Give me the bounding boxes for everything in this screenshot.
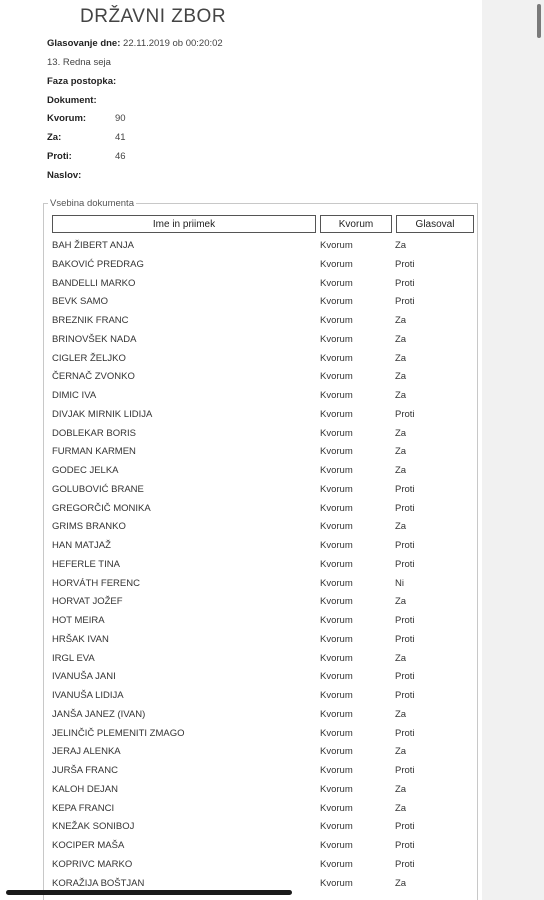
vote-cell: Proti [395, 840, 415, 851]
quorum-cell: Kvorum [320, 727, 353, 739]
member-name-cell: GOLUBOVIĆ BRANE [52, 483, 144, 495]
document-content-legend: Vsebina dokumenta [50, 198, 134, 209]
table-row [52, 481, 472, 499]
quorum-cell: Kvorum [320, 315, 353, 326]
table-row [52, 293, 472, 311]
quorum-cell: Kvorum [320, 502, 353, 514]
title-line [47, 170, 81, 181]
for-value: 41 [115, 132, 126, 143]
member-name-cell: BREZNIK FRANC [52, 315, 129, 326]
quorum-cell: Kvorum [320, 671, 353, 683]
table-row [52, 331, 472, 349]
vote-cell: Za [395, 652, 407, 664]
phase-line [47, 76, 116, 87]
member-name-cell: BEVK SAMO [52, 296, 108, 308]
table-row [52, 425, 472, 443]
column-header-voted[interactable]: Glasoval [396, 215, 474, 233]
quorum-cell: Kvorum [320, 690, 353, 701]
table-row [52, 612, 472, 630]
table-row [52, 837, 472, 855]
quorum-cell: Kvorum [320, 521, 353, 533]
table-row [52, 237, 472, 255]
document-label: Dokument: [47, 95, 97, 106]
table-row [52, 556, 472, 574]
vote-cell: Proti [395, 540, 415, 551]
quorum-cell: Kvorum [320, 540, 353, 551]
quorum-line [47, 113, 126, 124]
vote-cell: Proti [395, 408, 415, 420]
table-row [52, 593, 472, 611]
vote-cell: Za [395, 708, 407, 720]
vote-cell: Ni [395, 577, 404, 589]
for-label: Za: [47, 132, 62, 143]
table-row [52, 762, 472, 780]
vote-cell: Za [395, 465, 407, 476]
against-line [47, 151, 126, 162]
quorum-cell: Kvorum [320, 708, 353, 720]
vote-cell: Proti [395, 277, 415, 289]
table-row [52, 650, 472, 668]
title-label: Naslov: [47, 170, 82, 181]
vote-cell: Proti [395, 296, 415, 308]
member-name-cell: HORVAT JOŽEF [52, 596, 123, 608]
vote-cell: Proti [395, 821, 415, 833]
quorum-cell: Kvorum [320, 333, 353, 345]
column-header-name[interactable]: Ime in priimek [52, 215, 316, 233]
vote-cell: Za [395, 427, 407, 439]
table-row [52, 743, 472, 761]
table-row [52, 256, 472, 274]
vote-cell: Za [395, 446, 407, 458]
document-line [47, 95, 97, 106]
vote-date-value: 22.11.2019 ob 00:20:02 [123, 38, 223, 49]
member-name-cell: BAKOVIĆ PREDRAG [52, 258, 144, 270]
quorum-cell: Kvorum [320, 483, 353, 495]
table-row [52, 275, 472, 293]
member-name-cell: KORAŽIJA BOŠTJAN [52, 877, 145, 889]
table-row [52, 725, 472, 743]
session-text: 13. Redna seja [47, 57, 111, 68]
quorum-cell: Kvorum [320, 465, 353, 476]
quorum-cell: Kvorum [320, 277, 353, 289]
table-row [52, 312, 472, 330]
vote-cell: Za [395, 315, 407, 326]
vote-cell: Proti [395, 483, 415, 495]
table-row [52, 668, 472, 686]
vote-cell: Proti [395, 765, 415, 776]
member-name-cell: DIMIC IVA [52, 390, 97, 401]
member-name-cell: HORVÁTH FERENC [52, 577, 140, 589]
quorum-cell: Kvorum [320, 577, 353, 589]
quorum-cell: Kvorum [320, 558, 353, 570]
member-name-cell: DOBLEKAR BORIS [52, 427, 136, 439]
member-name-cell: IRGL EVA [52, 652, 95, 664]
quorum-cell: Kvorum [320, 783, 353, 795]
vote-cell: Proti [395, 858, 415, 870]
quorum-cell: Kvorum [320, 765, 353, 776]
table-row [52, 800, 472, 818]
member-name-cell: KOCIPER MAŠA [52, 840, 125, 851]
vote-cell: Proti [395, 615, 415, 626]
table-row [52, 443, 472, 461]
quorum-cell: Kvorum [320, 596, 353, 608]
vote-date-label: Glasovanje dne: [47, 38, 121, 49]
quorum-cell: Kvorum [320, 746, 353, 758]
quorum-cell: Kvorum [320, 877, 353, 889]
table-row [52, 818, 472, 836]
quorum-cell: Kvorum [320, 258, 353, 270]
quorum-cell: Kvorum [320, 821, 353, 833]
quorum-cell: Kvorum [320, 802, 353, 814]
vote-cell: Za [395, 352, 407, 364]
quorum-cell: Kvorum [320, 858, 353, 870]
table-row [52, 518, 472, 536]
member-name-cell: HRŠAK IVAN [52, 633, 109, 645]
vote-cell: Proti [395, 671, 415, 683]
vote-cell: Za [395, 240, 407, 251]
quorum-value: 90 [115, 113, 126, 124]
vote-cell: Proti [395, 502, 415, 514]
home-indicator[interactable] [6, 890, 292, 895]
table-row [52, 781, 472, 799]
quorum-cell: Kvorum [320, 427, 353, 439]
quorum-cell: Kvorum [320, 633, 353, 645]
member-name-cell: KOPRIVC MARKO [52, 858, 133, 870]
member-name-cell: KEPA FRANCI [52, 802, 115, 814]
table-row [52, 537, 472, 555]
table-row [52, 350, 472, 368]
vote-cell: Za [395, 783, 407, 795]
vote-cell: Za [395, 371, 407, 383]
vote-cell: Za [395, 521, 407, 533]
member-name-cell: FURMAN KARMEN [52, 446, 136, 458]
quorum-cell: Kvorum [320, 615, 353, 626]
page-title: DRŽAVNI ZBOR [80, 6, 227, 27]
quorum-cell: Kvorum [320, 840, 353, 851]
phase-label: Faza postopka: [47, 76, 117, 87]
right-gutter [482, 0, 544, 900]
quorum-cell: Kvorum [320, 371, 353, 383]
member-name-cell: GODEC JELKA [52, 465, 119, 476]
member-name-cell: ČERNAČ ZVONKO [52, 371, 135, 383]
vote-cell: Za [395, 596, 407, 608]
vote-cell: Proti [395, 258, 415, 270]
vote-cell: Proti [395, 558, 415, 570]
table-row [52, 500, 472, 518]
quorum-cell: Kvorum [320, 296, 353, 308]
vote-cell: Proti [395, 633, 415, 645]
member-name-cell: IVANUŠA JANI [52, 671, 116, 683]
member-name-cell: JANŠA JANEZ (IVAN) [52, 708, 146, 720]
member-name-cell: JURŠA FRANC [52, 765, 118, 776]
member-name-cell: HOT MEIRA [52, 615, 105, 626]
table-row [52, 368, 472, 386]
quorum-cell: Kvorum [320, 352, 353, 364]
against-label: Proti: [47, 151, 72, 162]
table-row [52, 462, 472, 480]
member-name-cell: KNEŽAK SONIBOJ [52, 821, 135, 833]
vote-cell: Za [395, 802, 407, 814]
member-name-cell: JERAJ ALENKA [52, 746, 121, 758]
member-name-cell: IVANUŠA LIDIJA [52, 690, 124, 701]
table-row [52, 575, 472, 593]
member-name-cell: HAN MATJAŽ [52, 540, 111, 551]
table-row [52, 631, 472, 649]
vote-cell: Za [395, 390, 407, 401]
member-name-cell: HEFERLE TINA [52, 558, 120, 570]
table-row [52, 687, 472, 705]
table-row [52, 706, 472, 724]
table-row [52, 387, 472, 405]
member-name-cell: GREGORČIČ MONIKA [52, 502, 151, 514]
quorum-cell: Kvorum [320, 390, 353, 401]
member-name-cell: JELINČIČ PLEMENITI ZMAGO [52, 727, 185, 739]
vote-cell: Proti [395, 727, 415, 739]
for-line [47, 132, 126, 143]
vote-cell: Za [395, 333, 407, 345]
member-name-cell: GRIMS BRANKO [52, 521, 126, 533]
table-row [52, 856, 472, 874]
quorum-cell: Kvorum [320, 446, 353, 458]
vote-cell: Proti [395, 690, 415, 701]
vote-date-line [47, 38, 223, 49]
quorum-cell: Kvorum [320, 408, 353, 420]
member-name-cell: BAH ŽIBERT ANJA [52, 240, 135, 251]
member-name-cell: BRINOVŠEK NADA [52, 333, 137, 345]
member-name-cell: CIGLER ŽELJKO [52, 352, 126, 364]
member-name-cell: BANDELLI MARKO [52, 277, 136, 289]
vote-cell: Za [395, 877, 407, 889]
member-name-cell: DIVJAK MIRNIK LIDIJA [52, 408, 153, 420]
vote-cell: Za [395, 746, 407, 758]
member-name-cell: KALOH DEJAN [52, 783, 118, 795]
column-header-quorum[interactable]: Kvorum [320, 215, 392, 233]
against-value: 46 [115, 151, 126, 162]
quorum-label: Kvorum: [47, 113, 87, 124]
table-row [52, 406, 472, 424]
quorum-cell: Kvorum [320, 240, 353, 251]
scrollbar-thumb[interactable] [537, 4, 541, 38]
quorum-cell: Kvorum [320, 652, 353, 664]
